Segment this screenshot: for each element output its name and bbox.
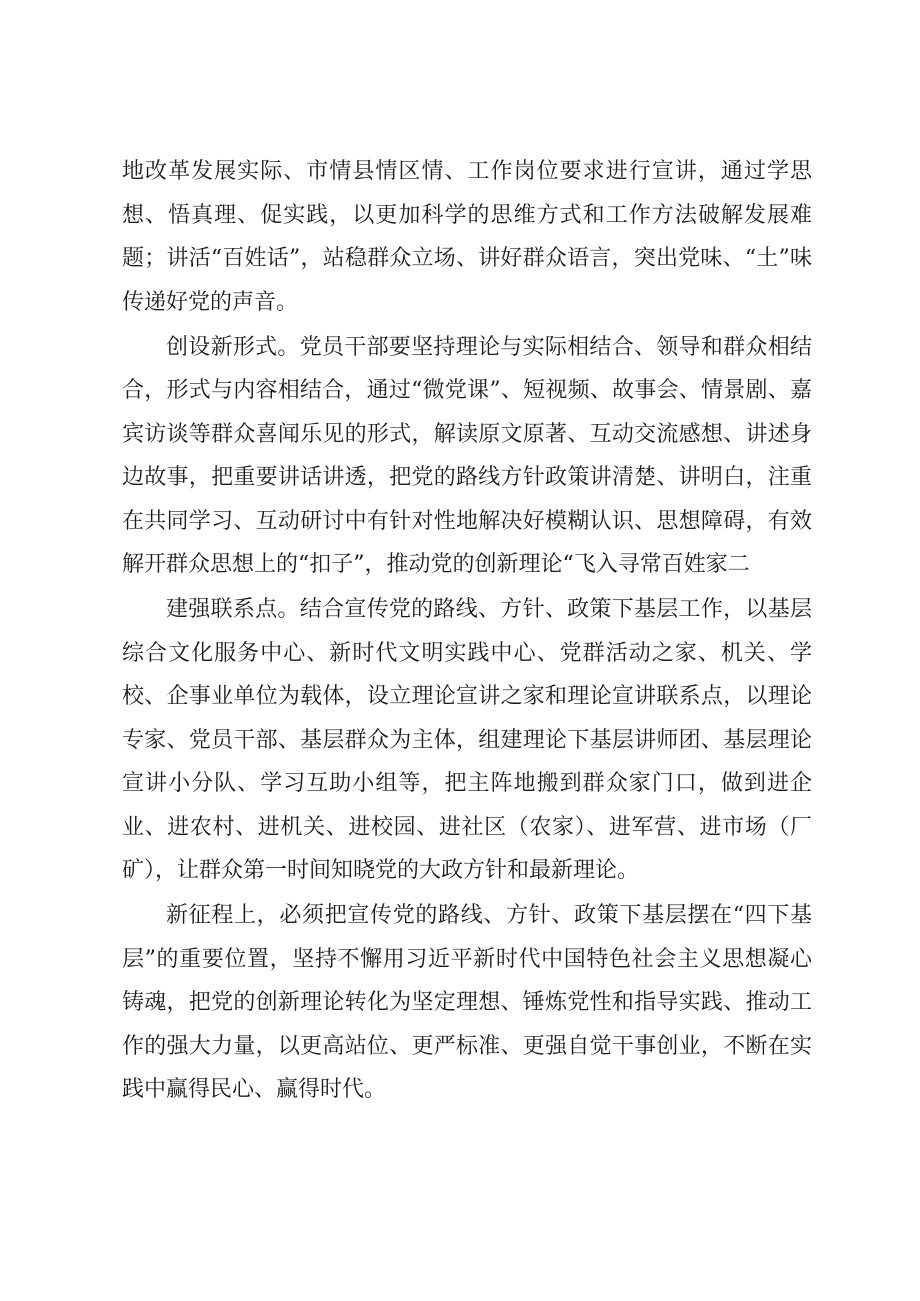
document-body [122,150,812,1113]
paragraph-conclusion: 新征程上，必须把宣传党的路线、方针、政策下基层摆在“四下基层”的重要位置，坚持不懈用习近平新时代中国特色社会主义思想凝心铸魂，把党的创新理论转化为坚定理想、锤炼党性和指导实践、推动工作的强大力量，以更高站位、更严标准、更强自觉干事创业，不断在实践中赢得民心、赢得时代。 [122,903,812,1102]
paragraph-continuation: 地改革发展实际、市情县情区情、工作岗位要求进行宣讲，通过学思想、悟真理、促实践，以更加科学的思维方式和工作方法破解发展难题；讲活“百姓话”，站稳群众立场、讲好群众语言，突出党味、“土”味传递好党的声音。 [122,159,812,315]
paragraph-new-forms: 创设新形式。党员干部要坚持理论与实际相结合、领导和群众相结合，形式与内容相结合，通过“微党课”、短视频、故事会、情景剧、嘉宾访谈等群众喜闻乐见的形式，解读原文原著、互动交流感想、讲述身边故事，把重要讲话讲透，把党的路线方针政策讲清楚、讲明白，注重在共同学习、互动研讨中有针对性地解决好模糊认识、思想障碍，有效解开群众思想上的“扣子”，推动党的创新理论“飞入寻常百姓家二 [122,334,812,577]
paragraph-contact-points: 建强联系点。结合宣传党的路线、方针、政策下基层工作，以基层综合文化服务中心、新时代文明实践中心、党群活动之家、机关、学校、企事业单位为载体，设立理论宣讲之家和理论宣讲联系点，以理论专家、党员干部、基层群众为主体，组建理论下基层讲师团、基层理论宣讲小分队、学习互助小组等，把主阵地搬到群众家门口，做到进企业、进农村、进机关、进校园、进社区（农家）、进军营、进市场（厂矿），让群众第一时间知晓党的大政方针和最新理论。 [122,597,812,883]
